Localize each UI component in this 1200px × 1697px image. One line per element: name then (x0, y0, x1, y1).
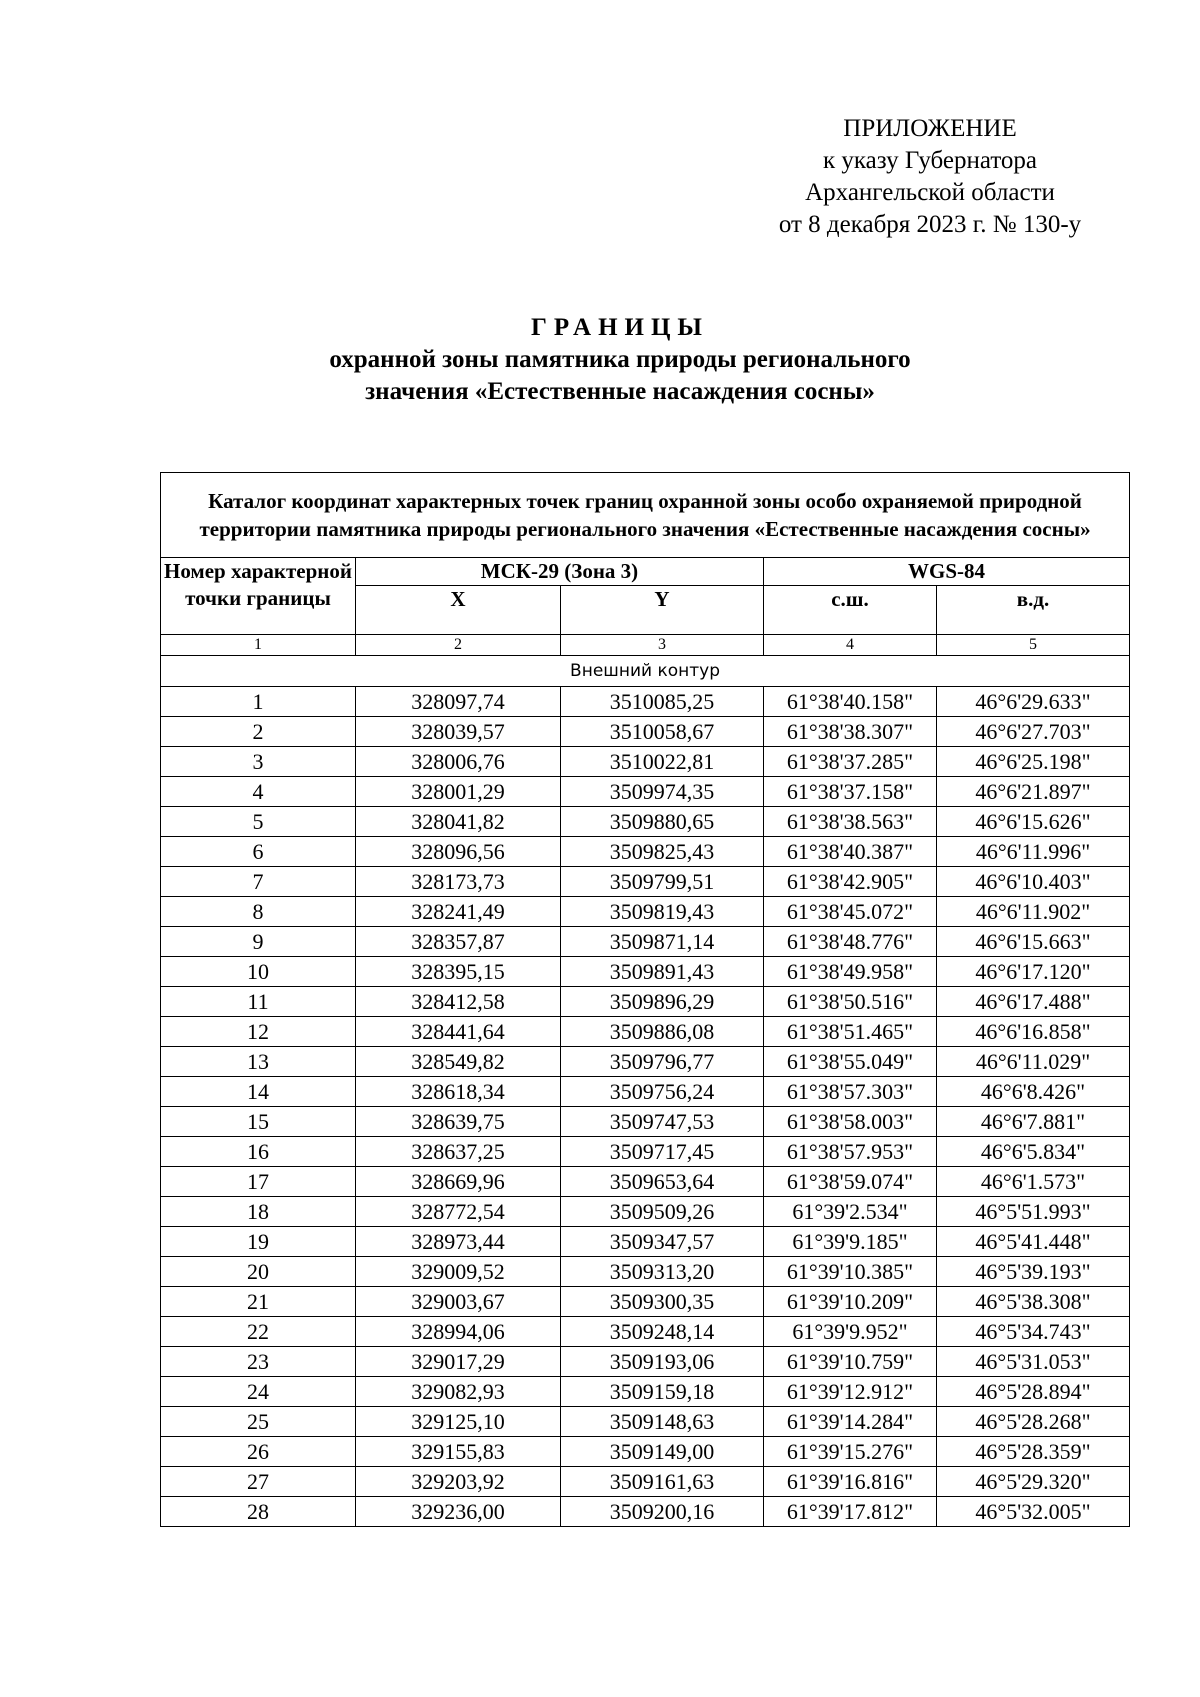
cell-longitude: 46°6'11.996" (937, 837, 1130, 867)
cell-point-number: 6 (161, 837, 356, 867)
cell-x: 328973,44 (356, 1227, 561, 1257)
cell-x: 328669,96 (356, 1167, 561, 1197)
cell-x: 328639,75 (356, 1107, 561, 1137)
table-row (161, 1317, 1130, 1347)
cell-latitude: 61°38'58.003" (764, 1107, 937, 1137)
cell-y: 3509248,14 (561, 1317, 764, 1347)
cell-latitude: 61°39'15.276" (764, 1437, 937, 1467)
cell-y: 3509819,43 (561, 897, 764, 927)
table-row (161, 1047, 1130, 1077)
cell-y: 3509159,18 (561, 1377, 764, 1407)
cell-x: 329236,00 (356, 1497, 561, 1527)
cell-x: 328241,49 (356, 897, 561, 927)
cell-latitude: 61°39'10.759" (764, 1347, 937, 1377)
cell-longitude: 46°5'51.993" (937, 1197, 1130, 1227)
cell-point-number: 16 (161, 1137, 356, 1167)
table-row (161, 1257, 1130, 1287)
table-caption: Каталог координат характерных точек границ охранной зоны особо охраняемой природной территории памятника природы регионального значения «Естественные насаждения сосны» (161, 473, 1130, 558)
column-number: 3 (561, 635, 764, 656)
cell-longitude: 46°6'25.198" (937, 747, 1130, 777)
cell-point-number: 26 (161, 1437, 356, 1467)
cell-x: 328441,64 (356, 1017, 561, 1047)
cell-y: 3509149,00 (561, 1437, 764, 1467)
cell-latitude: 61°38'50.516" (764, 987, 937, 1017)
table-row (161, 987, 1130, 1017)
header-point-number: Номер характерной точки границы (161, 558, 356, 635)
cell-y: 3509756,24 (561, 1077, 764, 1107)
table-row (161, 1167, 1130, 1197)
cell-y: 3509717,45 (561, 1137, 764, 1167)
cell-latitude: 61°39'10.209" (764, 1287, 937, 1317)
cell-longitude: 46°5'41.448" (937, 1227, 1130, 1257)
cell-point-number: 25 (161, 1407, 356, 1437)
cell-point-number: 11 (161, 987, 356, 1017)
cell-x: 328006,76 (356, 747, 561, 777)
cell-point-number: 24 (161, 1377, 356, 1407)
cell-longitude: 46°6'16.858" (937, 1017, 1130, 1047)
cell-y: 3509193,06 (561, 1347, 764, 1377)
cell-latitude: 61°38'40.158" (764, 687, 937, 717)
cell-longitude: 46°5'34.743" (937, 1317, 1130, 1347)
cell-latitude: 61°38'37.285" (764, 747, 937, 777)
cell-x: 328395,15 (356, 957, 561, 987)
cell-longitude: 46°6'11.029" (937, 1047, 1130, 1077)
cell-latitude: 61°38'37.158" (764, 777, 937, 807)
header-msk29: МСК-29 (Зона 3) (356, 558, 764, 586)
table-row (161, 1137, 1130, 1167)
cell-longitude: 46°6'10.403" (937, 867, 1130, 897)
column-number-row (161, 635, 1130, 656)
table-row (161, 957, 1130, 987)
cell-point-number: 5 (161, 807, 356, 837)
annex-decree-ref: к указу Губернатора (822, 147, 1038, 174)
cell-point-number: 20 (161, 1257, 356, 1287)
cell-point-number: 10 (161, 957, 356, 987)
cell-latitude: 61°38'40.387" (764, 837, 937, 867)
cell-point-number: 1 (161, 687, 356, 717)
table-row (161, 897, 1130, 927)
cell-x: 329082,93 (356, 1377, 561, 1407)
cell-x: 328994,06 (356, 1317, 561, 1347)
cell-y: 3509509,26 (561, 1197, 764, 1227)
cell-longitude: 46°6'15.663" (937, 927, 1130, 957)
header-wgs84: WGS-84 (764, 558, 1130, 586)
title-subheading-line1: охранной зоны памятника природы регионального (329, 346, 911, 373)
cell-latitude: 61°39'17.812" (764, 1497, 937, 1527)
cell-y: 3509796,77 (561, 1047, 764, 1077)
cell-point-number: 23 (161, 1347, 356, 1377)
title-subheading-line2: значения «Естественные насаждения сосны» (365, 378, 875, 405)
cell-point-number: 21 (161, 1287, 356, 1317)
coordinates-table (160, 472, 1130, 1527)
cell-latitude: 61°38'57.953" (764, 1137, 937, 1167)
cell-longitude: 46°6'15.626" (937, 807, 1130, 837)
table-row (161, 1197, 1130, 1227)
cell-y: 3509148,63 (561, 1407, 764, 1437)
cell-point-number: 7 (161, 867, 356, 897)
table-row (161, 777, 1130, 807)
cell-longitude: 46°6'7.881" (937, 1107, 1130, 1137)
cell-point-number: 9 (161, 927, 356, 957)
cell-x: 328412,58 (356, 987, 561, 1017)
cell-x: 328039,57 (356, 717, 561, 747)
table-row (161, 1347, 1130, 1377)
header-longitude: в.д. (937, 586, 1130, 635)
cell-x: 328618,34 (356, 1077, 561, 1107)
cell-latitude: 61°38'45.072" (764, 897, 937, 927)
cell-y: 3509896,29 (561, 987, 764, 1017)
table-row (161, 747, 1130, 777)
cell-latitude: 61°38'42.905" (764, 867, 937, 897)
section-label: Внешний контур (161, 656, 1130, 687)
cell-longitude: 46°6'29.633" (937, 687, 1130, 717)
cell-longitude: 46°5'38.308" (937, 1287, 1130, 1317)
table-row (161, 1437, 1130, 1467)
table-row (161, 1287, 1130, 1317)
cell-longitude: 46°6'8.426" (937, 1077, 1130, 1107)
cell-x: 328772,54 (356, 1197, 561, 1227)
cell-y: 3509825,43 (561, 837, 764, 867)
cell-latitude: 61°39'12.912" (764, 1377, 937, 1407)
column-number: 2 (356, 635, 561, 656)
cell-point-number: 15 (161, 1107, 356, 1137)
annex-date-number: от 8 декабря 2023 г. № 130-у (778, 211, 1082, 238)
cell-y: 3510085,25 (561, 687, 764, 717)
cell-longitude: 46°6'11.902" (937, 897, 1130, 927)
table-row (161, 687, 1130, 717)
cell-longitude: 46°5'39.193" (937, 1257, 1130, 1287)
cell-longitude: 46°5'31.053" (937, 1347, 1130, 1377)
cell-y: 3509747,53 (561, 1107, 764, 1137)
cell-y: 3510022,81 (561, 747, 764, 777)
table-row (161, 1227, 1130, 1257)
table-row (161, 1497, 1130, 1527)
cell-y: 3509871,14 (561, 927, 764, 957)
cell-y: 3509300,35 (561, 1287, 764, 1317)
table-row (161, 717, 1130, 747)
cell-latitude: 61°39'9.185" (764, 1227, 937, 1257)
table-row (161, 807, 1130, 837)
cell-latitude: 61°39'2.534" (764, 1197, 937, 1227)
cell-point-number: 17 (161, 1167, 356, 1197)
table-row (161, 1377, 1130, 1407)
header-latitude: с.ш. (764, 586, 937, 635)
document-title (150, 312, 1090, 408)
cell-x: 328357,87 (356, 927, 561, 957)
cell-longitude: 46°6'21.897" (937, 777, 1130, 807)
annex-region: Архангельской области (805, 179, 1055, 206)
table-row (161, 837, 1130, 867)
table-body (161, 656, 1130, 1527)
cell-point-number: 18 (161, 1197, 356, 1227)
title-heading: ГРАНИЦЫ (531, 314, 709, 341)
cell-x: 328096,56 (356, 837, 561, 867)
cell-x: 328097,74 (356, 687, 561, 717)
cell-latitude: 61°38'57.303" (764, 1077, 937, 1107)
cell-latitude: 61°38'49.958" (764, 957, 937, 987)
cell-point-number: 28 (161, 1497, 356, 1527)
cell-x: 328637,25 (356, 1137, 561, 1167)
cell-point-number: 19 (161, 1227, 356, 1257)
cell-latitude: 61°38'38.563" (764, 807, 937, 837)
table-row (161, 1107, 1130, 1137)
cell-x: 329203,92 (356, 1467, 561, 1497)
cell-latitude: 61°38'48.776" (764, 927, 937, 957)
cell-x: 329155,83 (356, 1437, 561, 1467)
cell-point-number: 4 (161, 777, 356, 807)
cell-y: 3509161,63 (561, 1467, 764, 1497)
cell-longitude: 46°6'1.573" (937, 1167, 1130, 1197)
table-header (161, 473, 1130, 656)
cell-x: 329125,10 (356, 1407, 561, 1437)
cell-point-number: 3 (161, 747, 356, 777)
cell-latitude: 61°39'14.284" (764, 1407, 937, 1437)
cell-longitude: 46°5'28.359" (937, 1437, 1130, 1467)
table-row (161, 1017, 1130, 1047)
cell-latitude: 61°39'9.952" (764, 1317, 937, 1347)
cell-y: 3509653,64 (561, 1167, 764, 1197)
column-number: 4 (764, 635, 937, 656)
cell-x: 329003,67 (356, 1287, 561, 1317)
cell-point-number: 13 (161, 1047, 356, 1077)
cell-point-number: 2 (161, 717, 356, 747)
cell-longitude: 46°6'27.703" (937, 717, 1130, 747)
cell-y: 3509347,57 (561, 1227, 764, 1257)
annex-heading: ПРИЛОЖЕНИЕ (843, 115, 1017, 142)
cell-x: 328549,82 (356, 1047, 561, 1077)
cell-y: 3509974,35 (561, 777, 764, 807)
cell-latitude: 61°38'38.307" (764, 717, 937, 747)
section-row (161, 656, 1130, 687)
table-row (161, 867, 1130, 897)
table-row (161, 927, 1130, 957)
table-row (161, 1407, 1130, 1437)
cell-longitude: 46°6'17.120" (937, 957, 1130, 987)
header-y: Y (561, 586, 764, 635)
cell-point-number: 8 (161, 897, 356, 927)
cell-y: 3509891,43 (561, 957, 764, 987)
cell-point-number: 27 (161, 1467, 356, 1497)
cell-latitude: 61°38'59.074" (764, 1167, 937, 1197)
header-x: X (356, 586, 561, 635)
cell-x: 328041,82 (356, 807, 561, 837)
cell-longitude: 46°6'5.834" (937, 1137, 1130, 1167)
cell-x: 329009,52 (356, 1257, 561, 1287)
cell-latitude: 61°38'51.465" (764, 1017, 937, 1047)
cell-x: 329017,29 (356, 1347, 561, 1377)
table-row (161, 1077, 1130, 1107)
cell-longitude: 46°5'32.005" (937, 1497, 1130, 1527)
cell-point-number: 14 (161, 1077, 356, 1107)
cell-point-number: 12 (161, 1017, 356, 1047)
table-row (161, 1467, 1130, 1497)
cell-x: 328001,29 (356, 777, 561, 807)
column-number: 1 (161, 635, 356, 656)
cell-x: 328173,73 (356, 867, 561, 897)
cell-y: 3509799,51 (561, 867, 764, 897)
annex-block (700, 113, 1160, 241)
cell-y: 3509200,16 (561, 1497, 764, 1527)
cell-longitude: 46°6'17.488" (937, 987, 1130, 1017)
cell-longitude: 46°5'29.320" (937, 1467, 1130, 1497)
column-number: 5 (937, 635, 1130, 656)
cell-latitude: 61°39'16.816" (764, 1467, 937, 1497)
cell-latitude: 61°38'55.049" (764, 1047, 937, 1077)
cell-longitude: 46°5'28.268" (937, 1407, 1130, 1437)
cell-point-number: 22 (161, 1317, 356, 1347)
cell-longitude: 46°5'28.894" (937, 1377, 1130, 1407)
cell-latitude: 61°39'10.385" (764, 1257, 937, 1287)
cell-y: 3510058,67 (561, 717, 764, 747)
cell-y: 3509886,08 (561, 1017, 764, 1047)
cell-y: 3509313,20 (561, 1257, 764, 1287)
cell-y: 3509880,65 (561, 807, 764, 837)
